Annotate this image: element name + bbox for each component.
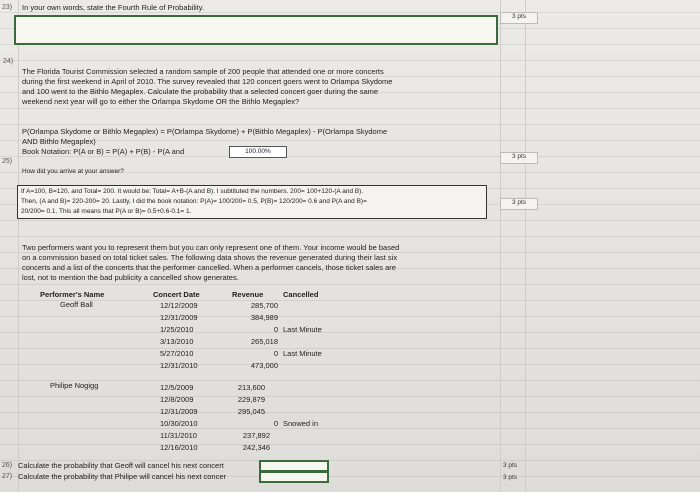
question-25-answer-box[interactable] [17,185,487,219]
concert-date: 12/8/2009 [160,395,194,404]
revenue-cell: 0 [273,419,278,428]
question-number: 27) [2,473,13,480]
concert-date: 12/5/2009 [160,383,194,392]
cancelled-cell: Snowed in [283,419,319,428]
column-divider [500,0,501,492]
question-24-points: 3 pts [500,152,538,164]
header-performer: Performer's Name [40,290,105,299]
answer-line: If A=100, B=120, and Total= 200. It would be: Total= A+B-(A and B). I subtituted the numbers. 200= 100+120-(A and B). [21,188,364,195]
question-number: 23) [2,4,13,11]
concert-date: 12/31/2010 [160,361,198,370]
header-revenue: Revenue [232,290,264,299]
question-number: 26) [2,462,13,469]
question-27-points: 3 pts [502,474,518,481]
formula-line: AND Bithlo Megaplex) [22,137,96,146]
concert-date: 12/16/2010 [160,443,198,452]
question-26-text: Calculate the probability that Geoff will cancel his next concert [18,461,224,470]
question-number: 24) [3,58,14,65]
cancelled-cell: Last Minute [283,325,322,334]
answer-line: 20/200= 0.1. This all means that P(A or B)= 0.5+0.6-0.1= 1. [21,208,192,215]
question-23-points: 3 pts [500,12,538,24]
question-24-line: weekend next year will go to either the Orlampa Skydome OR the Bithlo Megaplex? [22,97,300,106]
question-25-prompt: How did you arrive at your answer? [22,168,124,175]
revenue-cell: 285,700 [250,301,278,310]
question-27-text: Calculate the probability that Philipe will cancel his next concer [18,472,227,481]
header-cancelled: Cancelled [283,290,319,299]
revenue-cell: 242,346 [242,443,270,452]
concert-date: 12/12/2009 [160,301,198,310]
answer-line: Then, (A and B)= 220-200= 20. Lastly, I did the book notation: P(A)= 100/200= 0.5, P(B)= 120/200= 0.6 and P(A and B)= [21,198,367,205]
question-24-line: during the first weekend in April of 2010. The survey revealed that 120 concert goers went to Orlampa Skydome [22,77,393,86]
intro-line: lost, not to mention the bad publicity a cancelled show generates. [22,273,239,282]
cancelled-cell: Last Minute [283,349,322,358]
column-divider [525,0,526,492]
concert-date: 10/30/2010 [160,419,198,428]
concert-date: 1/25/2010 [160,325,194,334]
concert-date: 3/13/2010 [160,337,194,346]
formula-line: P(Orlampa Skydome or Bithlo Megaplex) = P(Orlampa Skydome) + P(Bithlo Megaplex) - P(Orlampa Skydome [22,127,388,136]
intro-line: concerts and a list of the concerts that the performer cancelled. When a performer cancels, those ticket sales are [22,263,396,272]
revenue-cell: 0 [273,349,278,358]
concert-date: 11/31/2010 [160,431,197,440]
question-23-answer-field[interactable] [14,15,498,45]
concert-date: 5/27/2010 [160,349,194,358]
question-26-points: 3 pts [502,462,518,469]
revenue-cell: 295,045 [237,407,265,416]
question-number: 25) [2,158,13,165]
question-27-answer-field[interactable] [259,471,329,483]
revenue-cell: 473,000 [250,361,278,370]
question-24-line: The Florida Tourist Commission selected a random sample of 200 people that attended one or more concerts [22,67,384,76]
question-25-points: 3 pts [500,198,538,210]
column-divider [18,0,19,492]
performer-name: Geoff Ball [60,300,93,309]
revenue-cell: 213,600 [237,383,265,392]
performer-name: Philipe Nogigg [50,381,99,390]
concert-date: 12/31/2009 [160,407,198,416]
revenue-cell: 237,892 [242,431,270,440]
revenue-cell: 265,018 [250,337,278,346]
answer-percent-field[interactable]: 100.00% [229,146,287,158]
header-date: Concert Date [153,290,200,299]
intro-line: on a commission based on total ticket sales. The following data shows the revenue generated during their last six [22,253,398,262]
revenue-cell: 384,989 [250,313,278,322]
intro-line: Two performers want you to represent them but you can only represent one of them. Your income would be based [22,243,400,252]
revenue-cell: 0 [273,325,278,334]
question-23-text: In your own words, state the Fourth Rule of Probability. [22,3,205,12]
revenue-cell: 229,879 [237,395,265,404]
concert-date: 12/31/2009 [160,313,198,322]
book-notation: Book Notation: P(A or B) = P(A) + P(B) - P(A and [22,147,185,156]
question-24-line: and 100 went to the Bithlo Megaplex. Calculate the probability that a selected concert goer during the same [22,87,379,96]
